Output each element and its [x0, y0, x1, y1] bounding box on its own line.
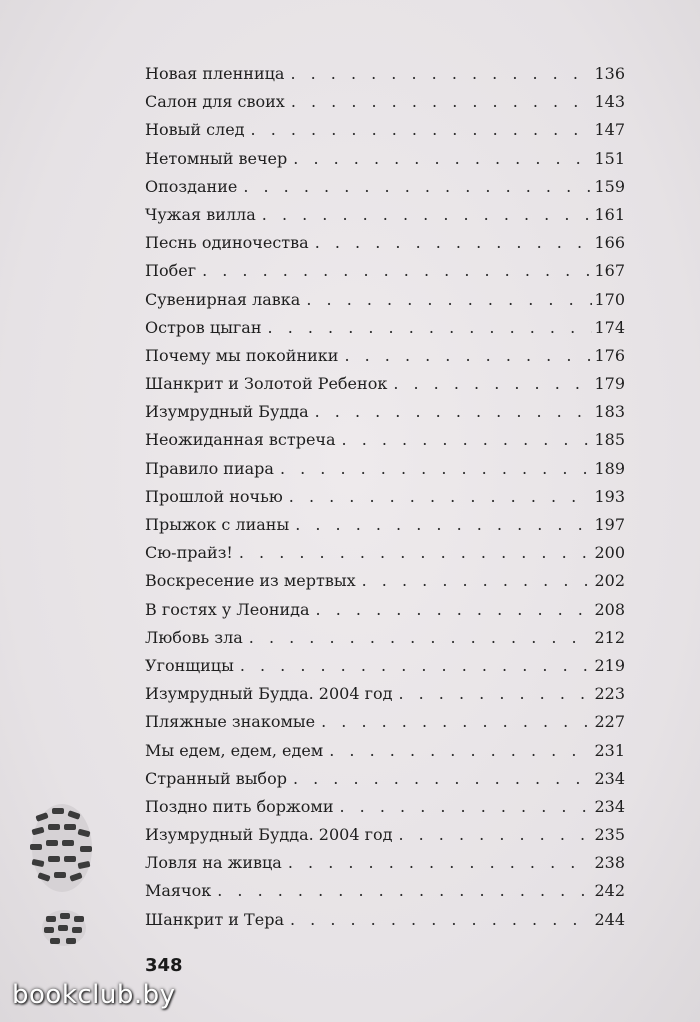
toc-entry-page: 189: [594, 458, 625, 478]
toc-entry-page: 176: [594, 345, 625, 365]
toc-entry: [145, 314, 625, 342]
toc-entry: [145, 116, 625, 144]
toc-leader-dots: [398, 821, 592, 849]
toc-entry-title: Почему мы покойники: [145, 345, 339, 365]
toc-entry: [145, 765, 625, 793]
toc-leader-dots: [344, 342, 592, 370]
toc-leader-dots: [262, 201, 593, 229]
toc-entry-page: 227: [594, 712, 625, 732]
toc-entry: [145, 849, 625, 877]
toc-leader-dots: [251, 116, 593, 144]
watermark: bookclub.by: [12, 980, 176, 1010]
toc-entry: [145, 596, 625, 624]
toc-leader-dots: [268, 314, 593, 342]
toc-entry: [145, 652, 625, 680]
toc-entry: [145, 173, 625, 201]
toc-entry-title: Шанкрит и Тера: [145, 909, 284, 929]
toc-entry: [145, 257, 625, 285]
toc-entry-page: 136: [594, 64, 625, 83]
toc-entry: [145, 229, 625, 257]
toc-entry: [145, 342, 625, 370]
toc-entry-title: Остров цыган: [145, 317, 262, 337]
toc-leader-dots: [342, 426, 593, 454]
toc-entry-title: Воскресение из мертвых: [145, 571, 356, 591]
toc-leader-dots: [239, 539, 593, 567]
toc-entry: [145, 793, 625, 821]
toc-leader-dots: [315, 398, 593, 426]
toc-leader-dots: [321, 708, 592, 736]
toc-leader-dots: [243, 173, 592, 201]
toc-entry: [145, 539, 625, 567]
toc-entry-title: Прыжок с лианы: [145, 515, 290, 534]
toc-leader-dots: [288, 849, 593, 877]
toc-entry-title: В гостях у Леонида: [145, 599, 310, 619]
toc-entry-page: 242: [594, 881, 625, 901]
toc-leader-dots: [293, 145, 592, 173]
toc-entry-page: 231: [594, 740, 625, 760]
toc-entry-page: 167: [594, 261, 625, 281]
toc-entry-title: Сю-прайз!: [145, 543, 233, 563]
toc-entry: [145, 877, 625, 905]
toc-entry-title: Сувенирная лавка: [145, 289, 301, 309]
toc-entry: [145, 483, 625, 511]
toc-entry-title: Правило пиара: [145, 458, 274, 478]
toc-entry-title: Опоздание: [145, 176, 238, 196]
toc-leader-dots: [280, 455, 593, 483]
toc-entry-page: 223: [594, 684, 625, 704]
toc-leader-dots: [291, 88, 593, 116]
toc-leader-dots: [217, 877, 592, 905]
toc-entry-page: 159: [594, 176, 625, 196]
toc-entry: [145, 455, 625, 483]
toc-leader-dots: [315, 229, 593, 257]
toc-leader-dots: [306, 286, 592, 314]
toc-entry: [145, 426, 625, 454]
toc-entry-page: 235: [594, 825, 625, 845]
toc-entry: [145, 145, 625, 173]
toc-entry-page: 161: [594, 204, 625, 224]
toc-entry-page: 151: [594, 148, 625, 168]
toc-entry-page: 179: [594, 374, 625, 394]
toc-leader-dots: [249, 624, 593, 652]
toc-entry-page: 170: [594, 289, 625, 309]
toc-entry-page: 147: [594, 120, 625, 140]
toc-entry-title: Салон для своих: [145, 92, 285, 112]
toc-leader-dots: [202, 257, 592, 285]
toc-entry-page: 238: [594, 853, 625, 873]
toc-leader-dots: [290, 60, 592, 88]
toc-leader-dots: [289, 483, 593, 511]
toc-entry-page: 234: [594, 768, 625, 788]
toc-entry-page: 200: [594, 543, 625, 563]
toc-leader-dots: [398, 680, 592, 708]
toc-entry-page: 197: [594, 515, 625, 534]
toc-entry: [145, 370, 625, 398]
table-of-contents: [145, 60, 625, 934]
toc-leader-dots: [293, 765, 593, 793]
toc-entry-page: 185: [594, 430, 625, 450]
toc-entry-title: Изумрудный Будда: [145, 402, 309, 422]
toc-entry: [145, 624, 625, 652]
toc-entry-title: Изумрудный Будда. 2004 год: [145, 684, 393, 704]
toc-entry-title: Мы едем, едем, едем: [145, 740, 324, 760]
toc-entry-page: 174: [594, 317, 625, 337]
page-number: 348: [145, 955, 183, 976]
toc-entry: [145, 906, 625, 934]
toc-entry: [145, 60, 625, 88]
toc-leader-dots: [329, 737, 592, 765]
toc-leader-dots: [316, 596, 593, 624]
toc-leader-dots: [340, 793, 593, 821]
toc-entry-page: 219: [594, 655, 625, 675]
toc-entry-page: 202: [594, 571, 625, 591]
toc-entry-page: 193: [594, 486, 625, 506]
toc-leader-dots: [362, 567, 593, 595]
toc-entry: [145, 737, 625, 765]
toc-entry-title: Поздно пить боржоми: [145, 796, 334, 816]
toc-entry-title: Песнь одиночества: [145, 233, 309, 253]
toc-entry-title: Ловля на живца: [145, 853, 282, 873]
toc-entry: [145, 201, 625, 229]
toc-entry-title: Новый след: [145, 120, 245, 140]
toc-entry-page: 212: [594, 627, 625, 647]
toc-entry-title: Пляжные знакомые: [145, 712, 316, 732]
toc-entry-title: Нетомный вечер: [145, 148, 288, 168]
toc-entry-title: Изумрудный Будда. 2004 год: [145, 825, 393, 845]
footprint-icon: [22, 800, 102, 950]
toc-entry-page: 244: [594, 909, 625, 929]
toc-entry: [145, 286, 625, 314]
toc-entry-title: Чужая вилла: [145, 204, 256, 224]
toc-entry-title: Шанкрит и Золотой Ребенок: [145, 374, 388, 394]
toc-entry-page: 208: [594, 599, 625, 619]
toc-entry-page: 183: [594, 402, 625, 422]
toc-entry-title: Угонщицы: [145, 655, 234, 675]
toc-entry-page: 166: [594, 233, 625, 253]
toc-entry: [145, 567, 625, 595]
toc-entry-page: 143: [594, 92, 625, 112]
toc-entry: [145, 398, 625, 426]
toc-leader-dots: [393, 370, 592, 398]
toc-entry-title: Прошлой ночью: [145, 486, 283, 506]
toc-entry-title: Побег: [145, 261, 197, 281]
toc-entry-title: Маячок: [145, 881, 212, 901]
toc-entry-title: Новая пленница: [145, 64, 285, 83]
toc-entry: [145, 511, 625, 539]
toc-entry: [145, 821, 625, 849]
toc-leader-dots: [290, 906, 592, 934]
toc-leader-dots: [295, 511, 592, 539]
toc-entry-title: Любовь зла: [145, 627, 243, 647]
toc-entry-title: Неожиданная встреча: [145, 430, 336, 450]
toc-entry-page: 234: [594, 796, 625, 816]
toc-leader-dots: [240, 652, 593, 680]
toc-entry: [145, 680, 625, 708]
toc-entry-title: Странный выбор: [145, 768, 287, 788]
toc-entry: [145, 708, 625, 736]
toc-entry: [145, 88, 625, 116]
